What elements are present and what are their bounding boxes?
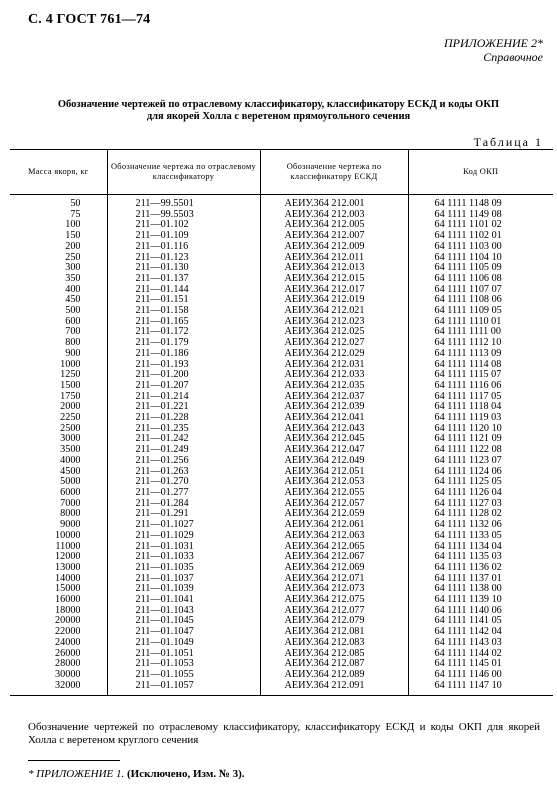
cell-mass: 150	[65, 231, 81, 242]
cell-mass: 75	[70, 209, 81, 220]
table-row	[10, 681, 553, 696]
cell-industry-drawing: 211—01.1037	[107, 574, 260, 585]
table-row	[10, 445, 553, 456]
cell-eskd-drawing: АЕИУ.364 212.045	[260, 434, 408, 445]
table-row	[10, 434, 553, 445]
cell-mass: 600	[65, 316, 81, 327]
cell-industry-drawing: 211—01.284	[107, 499, 260, 510]
cell-eskd-drawing: АЕИУ.364 212.083	[260, 638, 408, 649]
cell-mass: 900	[65, 348, 81, 359]
cell-okp-code: 64 1111 1114 08	[408, 360, 553, 371]
table-row	[10, 424, 553, 435]
cell-mass: 50	[70, 198, 81, 209]
cell-eskd-drawing: АЕИУ.364 212.075	[260, 595, 408, 606]
anchor-table	[10, 149, 553, 696]
cell-industry-drawing: 211—01.172	[107, 327, 260, 338]
table-row	[10, 574, 553, 585]
cell-industry-drawing: 211—01.1047	[107, 627, 260, 638]
cell-okp-code: 64 1111 1111 00	[408, 327, 553, 338]
cell-mass: 200	[65, 241, 81, 252]
table-row	[10, 295, 553, 306]
cell-okp-code: 64 1111 1132 06	[408, 520, 553, 531]
cell-mass: 7000	[60, 498, 81, 509]
table-label: Таблица 1	[473, 135, 543, 149]
cell-industry-drawing: 211—01.1053	[107, 659, 260, 670]
table-row	[10, 520, 553, 531]
table-row	[10, 327, 553, 338]
cell-okp-code: 64 1111 1144 02	[408, 649, 553, 660]
cell-eskd-drawing: АЕИУ.364 212.017	[260, 285, 408, 296]
table-row	[10, 616, 553, 627]
cell-mass: 20000	[55, 616, 81, 627]
cell-industry-drawing: 211—01.235	[107, 424, 260, 435]
cell-industry-drawing: 211—01.137	[107, 274, 260, 285]
cell-industry-drawing: 211—01.1027	[107, 520, 260, 531]
table-container	[10, 149, 553, 696]
cell-mass: 1750	[60, 391, 81, 402]
cell-mass: 12000	[55, 552, 81, 563]
cell-mass: 9000	[60, 520, 81, 531]
appendix-title: ПРИЛОЖЕНИЕ 2*	[444, 36, 543, 50]
cell-mass: 5000	[60, 477, 81, 488]
cell-eskd-drawing: АЕИУ.364 212.047	[260, 445, 408, 456]
cell-eskd-drawing: АЕИУ.364 212.039	[260, 402, 408, 413]
cell-mass: 8000	[60, 509, 81, 520]
cell-eskd-drawing: АЕИУ.364 212.061	[260, 520, 408, 531]
table-row	[10, 220, 553, 231]
cell-okp-code: 64 1111 1108 06	[408, 295, 553, 306]
cell-eskd-drawing: АЕИУ.364 212.085	[260, 649, 408, 660]
cell-eskd-drawing: АЕИУ.364 212.087	[260, 659, 408, 670]
cell-okp-code: 64 1111 1124 06	[408, 467, 553, 478]
table-row	[10, 456, 553, 467]
cell-eskd-drawing: АЕИУ.364 212.031	[260, 360, 408, 371]
cell-industry-drawing: 211—01.242	[107, 434, 260, 445]
cell-mass: 2500	[60, 423, 81, 434]
cell-industry-drawing: 211—01.102	[107, 220, 260, 231]
table-row	[10, 509, 553, 520]
cell-okp-code: 64 1111 1113 09	[408, 349, 553, 360]
cell-mass: 16000	[55, 595, 81, 606]
cell-eskd-drawing: АЕИУ.364 212.057	[260, 499, 408, 510]
cell-eskd-drawing: АЕИУ.364 212.081	[260, 627, 408, 638]
cell-eskd-drawing: АЕИУ.364 212.033	[260, 370, 408, 381]
cell-eskd-drawing: АЕИУ.364 212.037	[260, 392, 408, 403]
cell-mass: 22000	[55, 627, 81, 638]
table-header-row	[10, 150, 553, 195]
cell-okp-code: 64 1111 1134 04	[408, 542, 553, 553]
cell-mass: 500	[65, 306, 81, 317]
cell-eskd-drawing: АЕИУ.364 212.011	[260, 253, 408, 264]
cell-okp-code: 64 1111 1118 04	[408, 402, 553, 413]
cell-mass: 1250	[60, 370, 81, 381]
cell-okp-code: 64 1111 1110 01	[408, 317, 553, 328]
table-row	[10, 467, 553, 478]
cell-okp-code: 64 1111 1122 08	[408, 445, 553, 456]
cell-mass: 24000	[55, 637, 81, 648]
cell-eskd-drawing: АЕИУ.364 212.089	[260, 670, 408, 681]
cell-okp-code: 64 1111 1146 00	[408, 670, 553, 681]
table-row	[10, 370, 553, 381]
cell-industry-drawing: 211—01.207	[107, 381, 260, 392]
table-row	[10, 381, 553, 392]
cell-industry-drawing: 211—01.130	[107, 263, 260, 274]
cell-industry-drawing: 211—01.1029	[107, 531, 260, 542]
table-row	[10, 231, 553, 242]
cell-mass: 250	[65, 252, 81, 263]
cell-mass: 18000	[55, 605, 81, 616]
cell-industry-drawing: 211—01.193	[107, 360, 260, 371]
table-row	[10, 499, 553, 510]
cell-eskd-drawing: АЕИУ.364 212.003	[260, 210, 408, 221]
table-row	[10, 531, 553, 542]
cell-mass: 400	[65, 284, 81, 295]
table-row	[10, 242, 553, 253]
cell-okp-code: 64 1111 1116 06	[408, 381, 553, 392]
cell-mass: 32000	[10, 681, 107, 696]
cell-industry-drawing: 211—01.1045	[107, 616, 260, 627]
cell-okp-code: 64 1111 1127 03	[408, 499, 553, 510]
cell-mass: 10000	[55, 530, 81, 541]
cell-okp-code: 64 1111 1117 05	[408, 392, 553, 403]
cell-eskd-drawing: АЕИУ.364 212.059	[260, 509, 408, 520]
table-row	[10, 274, 553, 285]
cell-okp-code: 64 1111 1106 08	[408, 274, 553, 285]
cell-industry-drawing: 211—01.109	[107, 231, 260, 242]
cell-mass: 100	[65, 220, 81, 231]
table-row	[10, 338, 553, 349]
cell-industry-drawing: 211—01.123	[107, 253, 260, 264]
table-row	[10, 306, 553, 317]
header-okp-code: Код ОКП	[408, 150, 553, 195]
cell-industry-drawing: 211—01.200	[107, 370, 260, 381]
table-row	[10, 627, 553, 638]
footnote-ref: * ПРИЛОЖЕНИЕ 1.	[28, 768, 125, 780]
cell-industry-drawing: 211—01.186	[107, 349, 260, 360]
cell-industry-drawing: 211—01.277	[107, 488, 260, 499]
cell-eskd-drawing: АЕИУ.364 212.071	[260, 574, 408, 585]
cell-okp-code: 64 1111 1128 02	[408, 509, 553, 520]
cell-industry-drawing: 211—01.1051	[107, 649, 260, 660]
header-industry-drawing: Обозначение чертежа по отраслевому классификатору	[107, 150, 260, 195]
title-line-2: для якорей Холла с веретеном прямоугольного сечения	[146, 111, 411, 122]
table-row	[10, 595, 553, 606]
page-header: С. 4 ГОСТ 761—74	[28, 12, 151, 27]
table-row	[10, 542, 553, 553]
cell-industry-drawing: 211—01.270	[107, 477, 260, 488]
cell-okp-code: 64 1111 1123 07	[408, 456, 553, 467]
cell-mass: 4000	[60, 455, 81, 466]
cell-okp-code: 64 1111 1107 07	[408, 285, 553, 296]
cell-industry-drawing: 211—01.249	[107, 445, 260, 456]
cell-industry-drawing: 211—01.151	[107, 295, 260, 306]
cell-industry-drawing: 211—01.256	[107, 456, 260, 467]
table-row	[10, 413, 553, 424]
cell-industry-drawing: 211—01.1033	[107, 552, 260, 563]
cell-eskd-drawing: АЕИУ.364 212.051	[260, 467, 408, 478]
cell-eskd-drawing: АЕИУ.364 212.091	[260, 681, 408, 696]
cell-mass: 350	[65, 273, 81, 284]
cell-industry-drawing: 211—01.1031	[107, 542, 260, 553]
cell-eskd-drawing: АЕИУ.364 212.035	[260, 381, 408, 392]
cell-industry-drawing: 211—01.214	[107, 392, 260, 403]
cell-eskd-drawing: АЕИУ.364 212.077	[260, 606, 408, 617]
cell-okp-code: 64 1111 1115 07	[408, 370, 553, 381]
cell-mass: 28000	[55, 659, 81, 670]
cell-eskd-drawing: АЕИУ.364 212.015	[260, 274, 408, 285]
cell-mass: 26000	[55, 648, 81, 659]
cell-okp-code: 64 1111 1137 01	[408, 574, 553, 585]
note-paragraph: Обозначение чертежей по отраслевому классификатору, классификатору ЕСКД и коды ОКП для якорей Холла с веретеном круглого сечения	[28, 721, 540, 746]
footnote-divider	[28, 760, 120, 761]
cell-industry-drawing: 211—01.116	[107, 242, 260, 253]
appendix-label	[444, 36, 543, 64]
cell-eskd-drawing: АЕИУ.364 212.063	[260, 531, 408, 542]
cell-eskd-drawing: АЕИУ.364 212.067	[260, 552, 408, 563]
cell-eskd-drawing: АЕИУ.364 212.065	[260, 542, 408, 553]
cell-mass: 1000	[60, 359, 81, 370]
cell-okp-code: 64 1111 1149 08	[408, 210, 553, 221]
table-row	[10, 253, 553, 264]
cell-industry-drawing: 211—01.291	[107, 509, 260, 520]
appendix-subtitle: Справочное	[483, 50, 543, 64]
cell-okp-code: 64 1111 1141 05	[408, 616, 553, 627]
cell-industry-drawing: 211—01.179	[107, 338, 260, 349]
cell-eskd-drawing: АЕИУ.364 212.073	[260, 584, 408, 595]
table-row	[10, 317, 553, 328]
table-row	[10, 263, 553, 274]
table-body	[10, 195, 553, 696]
cell-eskd-drawing: АЕИУ.364 212.053	[260, 477, 408, 488]
cell-okp-code: 64 1111 1139 10	[408, 595, 553, 606]
cell-okp-code: 64 1111 1147 10	[408, 681, 553, 696]
cell-mass: 30000	[55, 669, 81, 680]
table-row	[10, 195, 553, 210]
cell-industry-drawing: 211—99.5503	[107, 210, 260, 221]
cell-eskd-drawing: АЕИУ.364 212.055	[260, 488, 408, 499]
table-row	[10, 477, 553, 488]
cell-okp-code: 64 1111 1145 01	[408, 659, 553, 670]
cell-mass: 300	[65, 263, 81, 274]
cell-mass: 2250	[60, 413, 81, 424]
table-row	[10, 285, 553, 296]
cell-industry-drawing: 211—01.1039	[107, 584, 260, 595]
cell-eskd-drawing: АЕИУ.364 212.001	[260, 195, 408, 210]
cell-okp-code: 64 1111 1102 01	[408, 231, 553, 242]
cell-okp-code: 64 1111 1148 09	[408, 195, 553, 210]
table-row	[10, 402, 553, 413]
cell-industry-drawing: 211—01.1055	[107, 670, 260, 681]
table-row	[10, 210, 553, 221]
cell-eskd-drawing: АЕИУ.364 212.069	[260, 563, 408, 574]
cell-okp-code: 64 1111 1126 04	[408, 488, 553, 499]
table-row	[10, 659, 553, 670]
cell-mass: 6000	[60, 487, 81, 498]
cell-mass: 4500	[60, 466, 81, 477]
cell-industry-drawing: 211—01.158	[107, 306, 260, 317]
cell-eskd-drawing: АЕИУ.364 212.005	[260, 220, 408, 231]
header-eskd-drawing: Обозначение чертежа по классификатору ЕСКД	[260, 150, 408, 195]
table-row	[10, 563, 553, 574]
table-row	[10, 584, 553, 595]
cell-industry-drawing: 211—01.1041	[107, 595, 260, 606]
cell-mass: 3500	[60, 445, 81, 456]
cell-okp-code: 64 1111 1125 05	[408, 477, 553, 488]
cell-industry-drawing: 211—01.221	[107, 402, 260, 413]
cell-industry-drawing: 211—01.144	[107, 285, 260, 296]
cell-mass: 700	[65, 327, 81, 338]
table-row	[10, 360, 553, 371]
cell-industry-drawing: 211—01.165	[107, 317, 260, 328]
cell-eskd-drawing: АЕИУ.364 212.013	[260, 263, 408, 274]
cell-okp-code: 64 1111 1121 09	[408, 434, 553, 445]
document-title	[0, 99, 557, 123]
cell-industry-drawing: 211—01.1043	[107, 606, 260, 617]
cell-eskd-drawing: АЕИУ.364 212.021	[260, 306, 408, 317]
cell-okp-code: 64 1111 1138 00	[408, 584, 553, 595]
cell-okp-code: 64 1111 1143 03	[408, 638, 553, 649]
cell-industry-drawing: 211—01.1049	[107, 638, 260, 649]
cell-okp-code: 64 1111 1140 06	[408, 606, 553, 617]
cell-mass: 450	[65, 295, 81, 306]
cell-eskd-drawing: АЕИУ.364 212.049	[260, 456, 408, 467]
cell-mass: 3000	[60, 434, 81, 445]
cell-okp-code: 64 1111 1103 00	[408, 242, 553, 253]
cell-mass: 2000	[60, 402, 81, 413]
cell-industry-drawing: 211—01.263	[107, 467, 260, 478]
cell-industry-drawing: 211—99.5501	[107, 195, 260, 210]
cell-eskd-drawing: АЕИУ.364 212.009	[260, 242, 408, 253]
table-row	[10, 649, 553, 660]
cell-okp-code: 64 1111 1105 09	[408, 263, 553, 274]
table-row	[10, 638, 553, 649]
cell-eskd-drawing: АЕИУ.364 212.025	[260, 327, 408, 338]
cell-mass: 800	[65, 338, 81, 349]
title-line-1: Обозначение чертежей по отраслевому классификатору, классификатору ЕСКД и коды ОКП	[57, 99, 500, 110]
table-row	[10, 349, 553, 360]
table-row	[10, 392, 553, 403]
cell-eskd-drawing: АЕИУ.364 212.019	[260, 295, 408, 306]
footnote-text: (Исключено, Изм. № 3).	[126, 768, 245, 780]
cell-eskd-drawing: АЕИУ.364 212.043	[260, 424, 408, 435]
cell-eskd-drawing: АЕИУ.364 212.041	[260, 413, 408, 424]
cell-okp-code: 64 1111 1135 03	[408, 552, 553, 563]
cell-mass: 14000	[55, 573, 81, 584]
cell-mass: 15000	[55, 584, 81, 595]
cell-okp-code: 64 1111 1133 05	[408, 531, 553, 542]
cell-mass: 1500	[60, 380, 81, 391]
cell-eskd-drawing: АЕИУ.364 212.079	[260, 616, 408, 627]
cell-industry-drawing: 211—01.228	[107, 413, 260, 424]
cell-industry-drawing: 211—01.1035	[107, 563, 260, 574]
table-row	[10, 488, 553, 499]
cell-okp-code: 64 1111 1119 03	[408, 413, 553, 424]
cell-okp-code: 64 1111 1109 05	[408, 306, 553, 317]
cell-mass: 13000	[55, 562, 81, 573]
table-row	[10, 606, 553, 617]
cell-okp-code: 64 1111 1120 10	[408, 424, 553, 435]
cell-eskd-drawing: АЕИУ.364 212.023	[260, 317, 408, 328]
footnote	[28, 768, 245, 780]
header-mass: Масса якоря, кг	[10, 150, 107, 195]
cell-okp-code: 64 1111 1104 10	[408, 253, 553, 264]
table-row	[10, 552, 553, 563]
cell-okp-code: 64 1111 1101 02	[408, 220, 553, 231]
table-row	[10, 670, 553, 681]
cell-eskd-drawing: АЕИУ.364 212.029	[260, 349, 408, 360]
cell-mass: 11000	[55, 541, 81, 552]
cell-okp-code: 64 1111 1112 10	[408, 338, 553, 349]
cell-okp-code: 64 1111 1136 02	[408, 563, 553, 574]
cell-okp-code: 64 1111 1142 04	[408, 627, 553, 638]
cell-eskd-drawing: АЕИУ.364 212.007	[260, 231, 408, 242]
cell-industry-drawing: 211—01.1057	[107, 681, 260, 696]
cell-eskd-drawing: АЕИУ.364 212.027	[260, 338, 408, 349]
